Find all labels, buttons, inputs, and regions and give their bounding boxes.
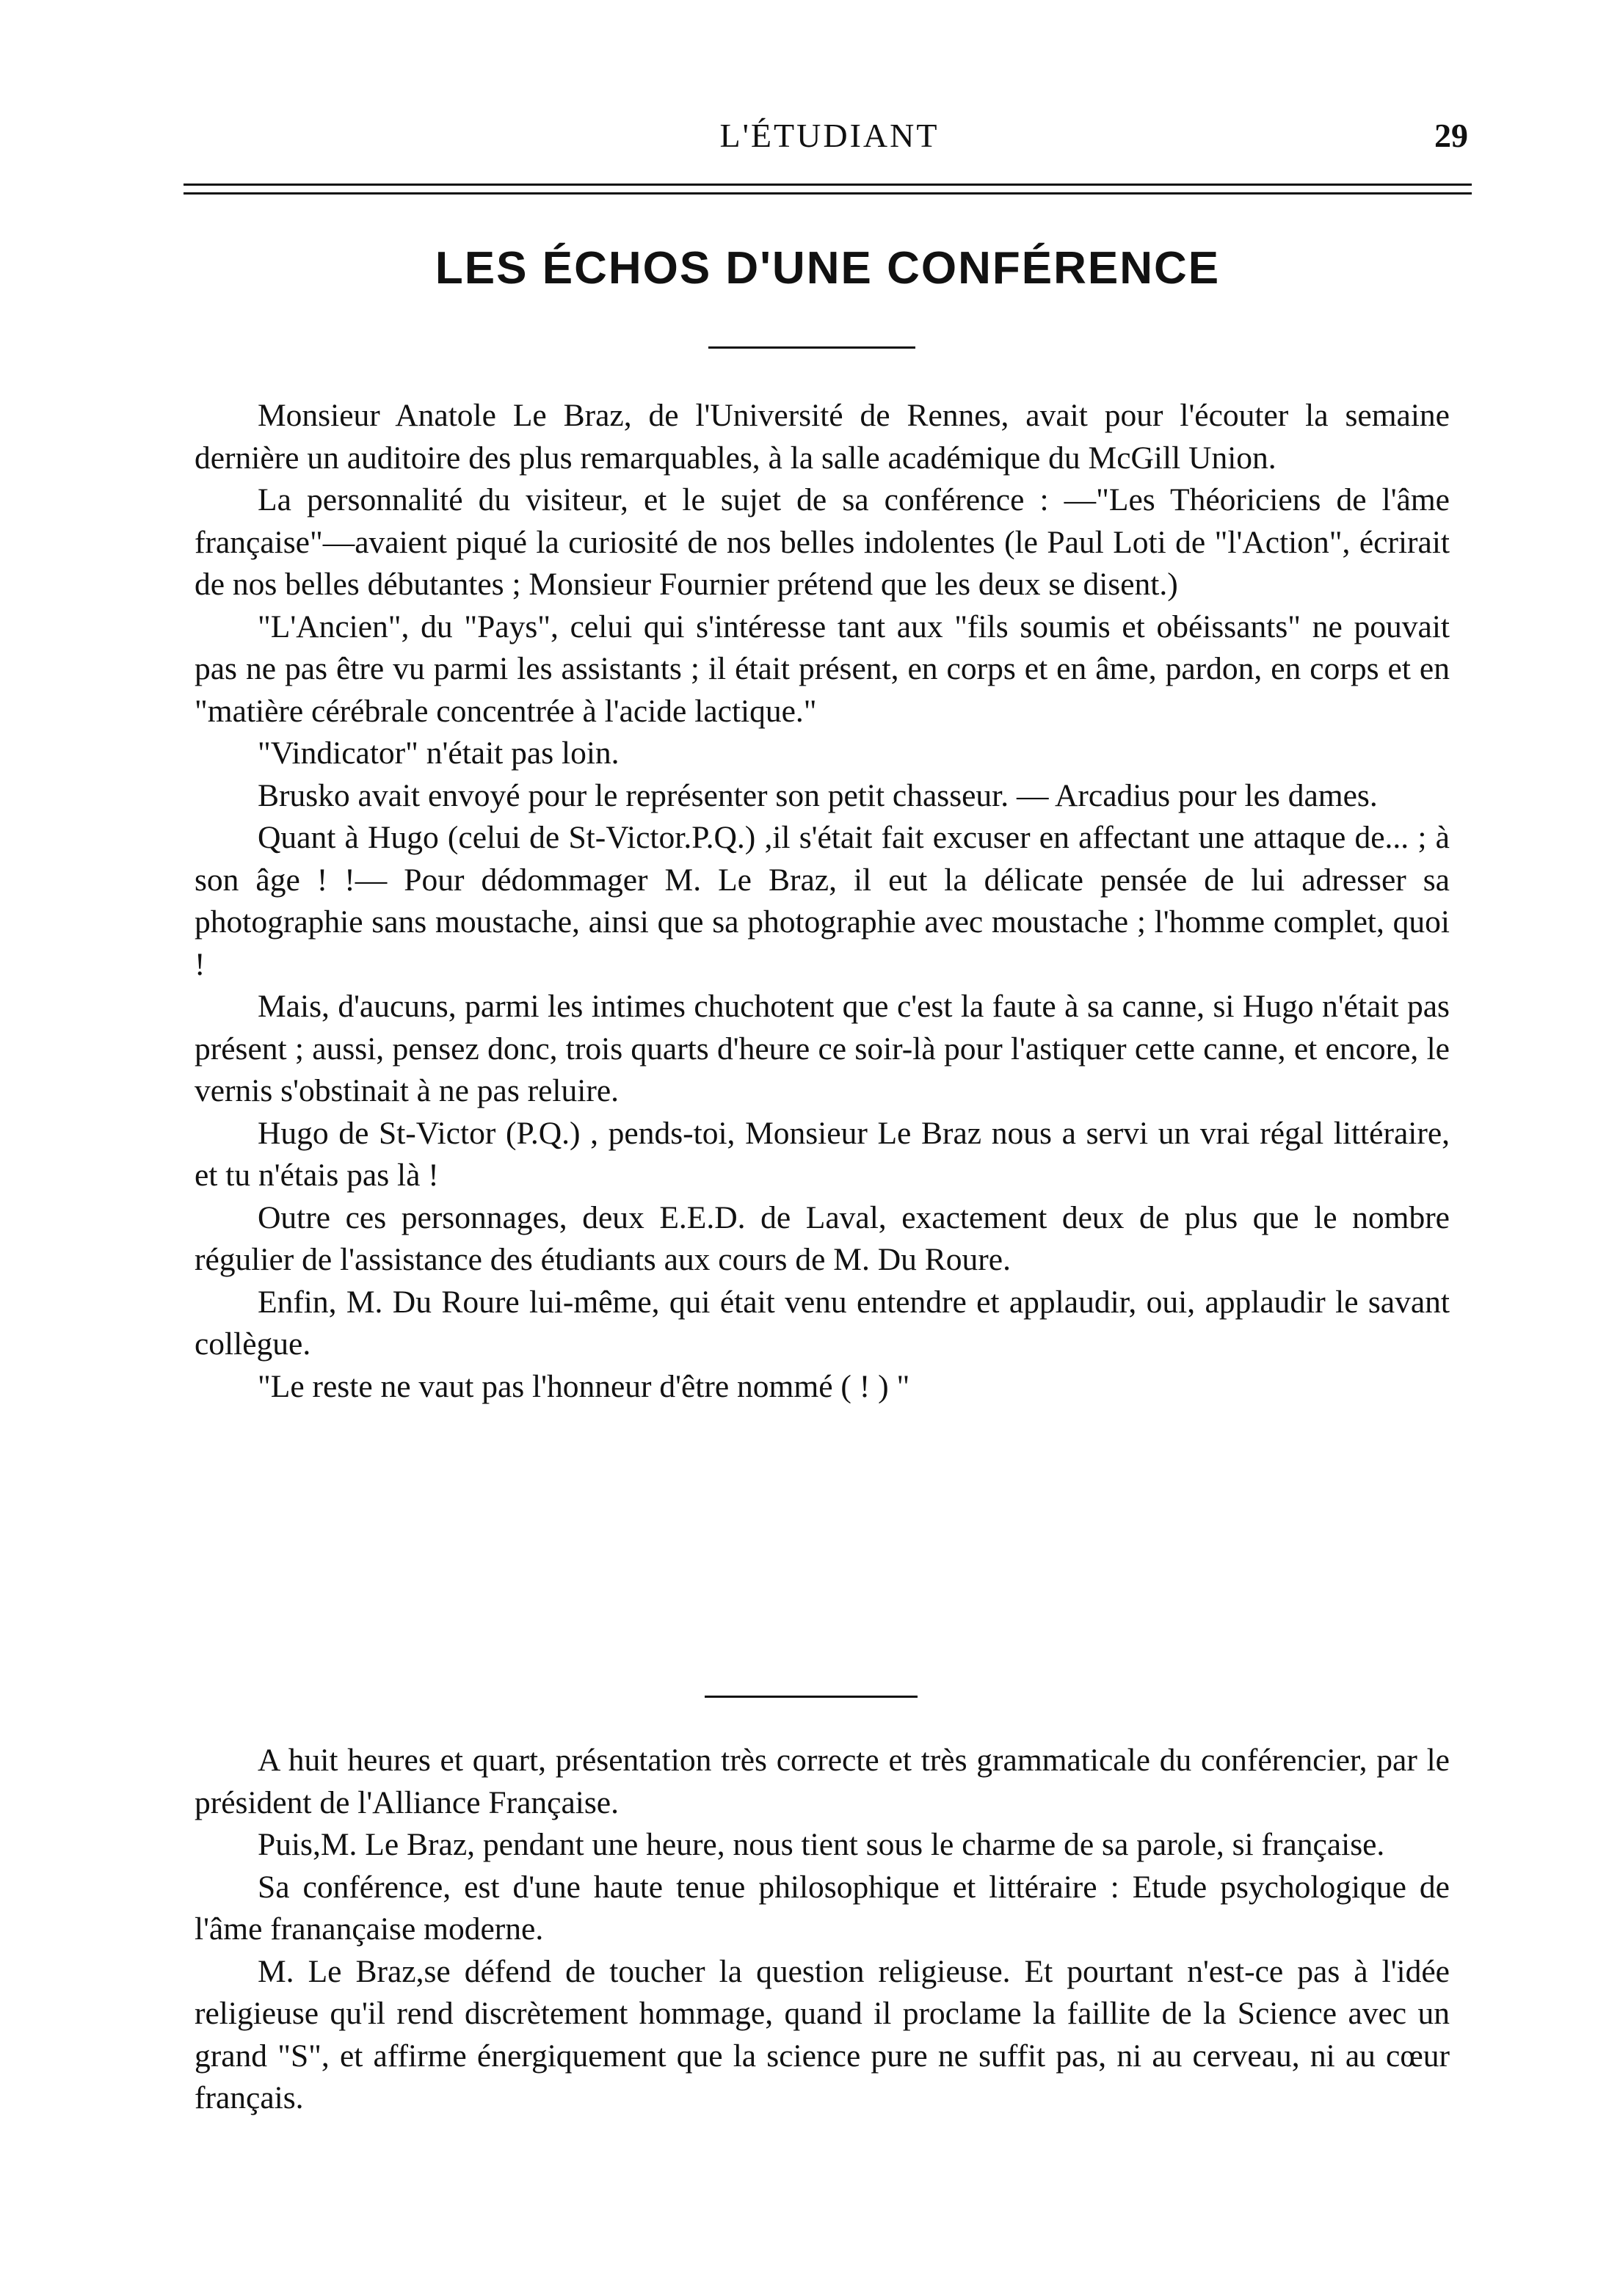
page-number: 29	[1434, 117, 1468, 154]
paragraph: Hugo de St-Victor (P.Q.) , pends-toi, Monsieur Le Braz nous a servi un vrai régal littéraire, et tu n'étais pas là !	[195, 1115, 1450, 1193]
paragraph: Brusko avait envoyé pour le représenter son petit chasseur. — Arcadius pour les dames.	[258, 777, 1378, 813]
article-title: LES ÉCHOS D'UNE CONFÉRENCE	[435, 243, 1221, 294]
section-divider	[705, 1696, 918, 1698]
paragraph: "Le reste ne vaut pas l'honneur d'être nommé ( ! ) "	[258, 1368, 910, 1404]
running-title: L'ÉTUDIANT	[719, 117, 940, 154]
paragraph: Sa conférence, est d'une haute tenue philosophique et littéraire : Etude psychologique de l'âme franançaise moderne.	[195, 1869, 1450, 1947]
header-rule-top	[184, 184, 1472, 186]
paragraph: "L'Ancien", du "Pays", celui qui s'intéresse tant aux "fils soumis et obéissants" ne pouvait pas ne pas être vu parmi les assistants ; il était présent, en corps et en âme, pardon, en corps et en "matière cérébrale concentrée à l'acide lactique."	[195, 608, 1450, 729]
title-divider	[708, 346, 915, 349]
paragraph: M. Le Braz,se défend de toucher la question religieuse. Et pourtant n'est-ce pas à l'idée religieuse qu'il rend discrètement hommage, quand il proclame la faillite de la Science avec un grand "S", et affirme énergiquement que la science pure ne suffit pas, ni au cerveau, ni au cœur français.	[195, 1953, 1450, 2115]
paragraph: Monsieur Anatole Le Braz, de l'Université de Rennes, avait pour l'écouter la semaine dernière un auditoire des plus remarquables, à la salle académique du McGill Union.	[195, 398, 1450, 476]
paragraph: Outre ces personnages, deux E.E.D. de Laval, exactement deux de plus que le nombre régulier de l'assistance des étudiants aux cours de M. Du Roure.	[195, 1199, 1450, 1277]
paragraph: "Vindicator" n'était pas loin.	[258, 735, 620, 771]
running-header	[191, 116, 1468, 160]
article-section-1	[195, 395, 1450, 1408]
paragraph: Puis,M. Le Braz, pendant une heure, nous tient sous le charme de sa parole, si française.	[258, 1827, 1385, 1862]
paragraph: Mais, d'aucuns, parmi les intimes chuchotent que c'est la faute à sa canne, si Hugo n'était pas présent ; aussi, pensez donc, trois quarts d'heure ce soir-là pour l'astiquer cette canne, et encore, le vernis s'obstinait à ne pas reluire.	[195, 989, 1450, 1108]
header-rule-bottom	[184, 192, 1472, 195]
article-section-2	[195, 1740, 1450, 2120]
paragraph: La personnalité du visiteur, et le sujet de sa conférence : —"Les Théoriciens de l'âme française"—avaient piqué la curiosité de nos belles indolentes (le Paul Loti de "l'Action", écrirait de nos belles débutantes ; Monsieur Fournier prétend que les deux se disent.)	[195, 482, 1450, 602]
paragraph: Quant à Hugo (celui de St-Victor.P.Q.) ,il s'était fait excuser en affectant une attaque de... ; à son âge ! !— Pour dédommager M. Le Braz, il eut la délicate pensée de lui adresser sa photographie sans moustache, ainsi que sa photographie avec moustache ; l'homme complet, quoi !	[195, 820, 1450, 982]
paragraph: A huit heures et quart, présentation très correcte et très grammaticale du conférencier, par le président de l'Alliance Française.	[195, 1743, 1450, 1820]
paragraph: Enfin, M. Du Roure lui-même, qui était venu entendre et applaudir, oui, applaudir le savant collègue.	[195, 1284, 1450, 1362]
